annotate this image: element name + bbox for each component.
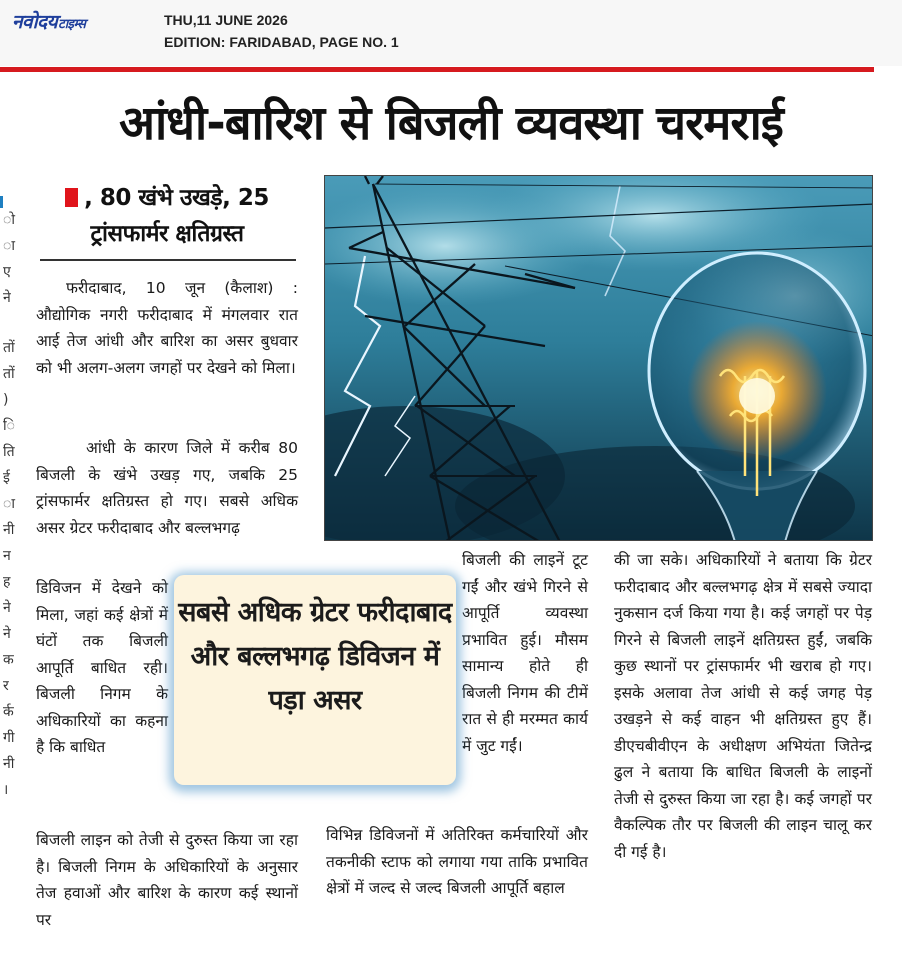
adjacent-column-strip xyxy=(0,72,20,952)
article-paragraph-5: बिजली की लाइनें टूट गईं और खंभे गिरने से आपूर्ति व्यवस्था प्रभावित हुई। मौसम सामान्य होते ही बिजली निगम की टीमें रात से ही मरम्मत कार्य में जुट गईं। xyxy=(462,551,588,755)
adjacent-column-glyph: ा xyxy=(3,238,15,254)
newspaper-logo xyxy=(12,8,85,34)
adjacent-column-glyph: न xyxy=(3,548,11,564)
adjacent-column-glyph: ि xyxy=(3,418,15,434)
adjacent-column-glyph: ो xyxy=(3,212,15,228)
adjacent-column-glyph: ई xyxy=(3,470,10,486)
article-paragraph-4: बिजली लाइन को तेजी से दुरुस्त किया जा रहा है। बिजली निगम के अधिकारियों के अनुसार तेज हवाओं और बारिश के कारण कई स्थानों पर xyxy=(36,831,298,929)
adjacent-column-glyph: ने xyxy=(3,600,11,616)
masthead xyxy=(0,0,902,66)
adjacent-column-glyph: र xyxy=(3,678,9,694)
pull-quote-box xyxy=(174,575,456,785)
storm-pylon-bulb-illustration xyxy=(325,176,873,541)
adjacent-column-glyph: ह xyxy=(3,574,11,590)
adjacent-column-glyph: ) xyxy=(3,392,9,408)
adjacent-column-glyph: । xyxy=(3,782,9,798)
red-bullet-icon xyxy=(65,188,78,207)
sub-headline-rule xyxy=(40,259,296,261)
adjacent-column-glyph: नी xyxy=(3,522,15,538)
article-paragraph-1: फरीदाबाद, 10 जून (कैलाश) : औद्योगिक नगरी फरीदाबाद में मंगलवार रात आई तेज आंधी और बारिश का असर बुधवार को भी अलग-अलग जगहों पर देखने को मिला। xyxy=(36,279,298,377)
masthead-red-rule xyxy=(0,67,874,72)
adjacent-column-glyph: र्क xyxy=(3,704,14,720)
adjacent-column-glyph: नी xyxy=(3,756,15,772)
edition-info xyxy=(164,9,399,53)
logo-sub-text: टाइम्स xyxy=(58,17,86,32)
sub-headline-text: , 80 खंभे उखड़े, 25 ट्रांसफार्मर क्षतिग्रस्त xyxy=(84,185,269,247)
adjacent-column-glyph: ा xyxy=(3,496,15,512)
pull-quote-text: सबसे अधिक ग्रेटर फरीदाबाद और बल्लभगढ़ डिविजन में पड़ा असर xyxy=(178,597,452,716)
edition-line: EDITION: FARIDABAD, PAGE NO. 1 xyxy=(164,34,399,50)
adjacent-column-glyph: ति xyxy=(3,444,15,460)
adjacent-column-glyph: तों xyxy=(3,366,15,382)
article-paragraph-3: डिविजन में देखने को मिला, जहां कई क्षेत्रों में घंटों तक बिजली आपूर्ति बाधित रही। बिजली निगम के अधिकारियों का कहना है कि बाधित xyxy=(36,579,168,756)
article-paragraph-6: विभिन्न डिविजनों में अतिरिक्त कर्मचारियों और तकनीकी स्टाफ को लगाया गया ताकि प्रभावित क्षेत्रों में जल्द से जल्द बिजली आपूर्ति बहाल xyxy=(326,826,588,897)
adjacent-column-glyph: क xyxy=(3,652,14,668)
adjacent-column-glyph: तों xyxy=(3,340,15,356)
adjacent-column-glyph: ने xyxy=(3,626,11,642)
adjacent-column-glyph: ने xyxy=(3,290,11,306)
article-paragraph-7: की जा सके। अधिकारियों ने बताया कि ग्रेटर फरीदाबाद और बल्लभगढ़ क्षेत्र में सबसे ज्यादा नुकसान दर्ज किया गया है। कई जगहों पर पेड़ गिरने से बिजली लाइनें क्षतिग्रस्त हुईं, जबकि कुछ स्थानों पर ट्रांसफार्मर भी खराब हो गए। इसके अलावा तेज आंधी से कई जगह पेड़ उखड़ने से कई वाहन भी क्षतिग्रस्त हुए हैं। डीएचबीवीएन के अधीक्षण अभियंता जितेन्द्र ढुल ने बताया कि बाधित बिजली के लाइनों तेजी से दुरुस्त किया जा रहा है। कई जगहों पर वैकल्पिक तौर पर बिजली की लाइन चालू कर दी गई है। xyxy=(614,551,872,861)
main-headline: आंधी-बारिश से बिजली व्यवस्था चरमराई xyxy=(119,96,783,151)
logo-main-text: नवोदय xyxy=(12,11,58,33)
sub-headline xyxy=(34,180,300,252)
adjacent-column-glyph: ए xyxy=(3,264,11,280)
article-photo-power-tower-bulb xyxy=(324,175,873,541)
adjacent-blue-marker xyxy=(0,196,3,208)
date-line: THU,11 JUNE 2026 xyxy=(164,12,288,28)
adjacent-column-glyph: गी xyxy=(3,730,15,746)
article-paragraph-2: आंधी के कारण जिले में करीब 80 बिजली के खंभे उखड़ गए, जबकि 25 ट्रांसफार्मर क्षतिग्रस्त हो गए। सबसे अधिक असर ग्रेटर फरीदाबाद और बल्लभगढ़ xyxy=(36,439,298,537)
